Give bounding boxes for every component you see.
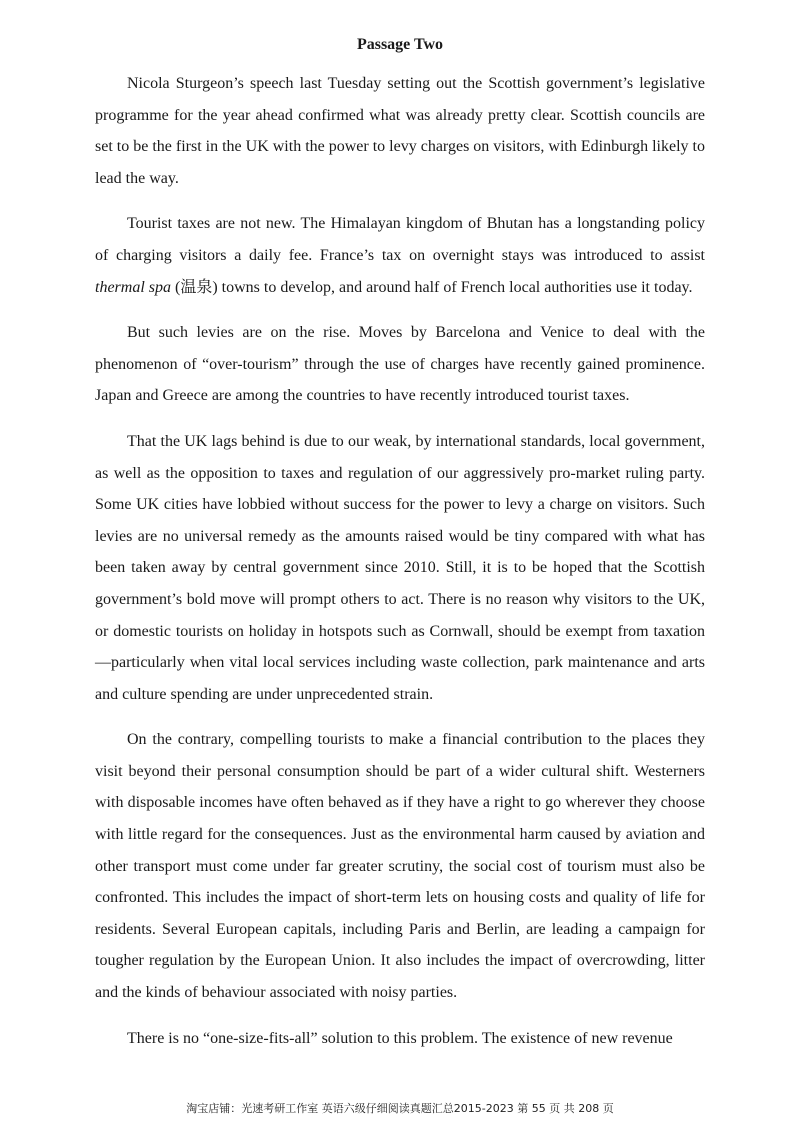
paragraph-1: Nicola Sturgeon’s speech last Tuesday setting out the Scottish government’s legislative programme for the year ahead confirmed what was already pretty clear. Scottish councils are set to be the first in the UK with the power to levy charges on visitors, with Edinburgh likely to lead the way. bbox=[95, 75, 705, 187]
paragraph-2-rest: (温泉) towns to develop, and around half of French local authorities use it today. bbox=[171, 278, 693, 296]
passage-body bbox=[95, 68, 705, 1068]
paragraph-3: But such levies are on the rise. Moves by Barcelona and Venice to deal with the phenomenon of “over-tourism” through the use of charges have recently gained prominence. Japan and Greece are among the countries to have recently introduced tourist taxes. bbox=[95, 324, 705, 405]
paragraph-6: There is no “one-size-fits-all” solution to this problem. The existence of new revenue bbox=[127, 1029, 673, 1047]
page-footer: 淘宝店铺：光速考研工作室 英语六级仔细阅读真题汇总2015-2023 第 55 页 共 208 页 bbox=[186, 1102, 614, 1115]
paragraph-2-text: Tourist taxes are not new. The Himalayan kingdom of Bhutan has a longstanding policy of charging visitors a daily fee. France’s tax on overnight stays was introduced to assist bbox=[95, 215, 705, 264]
paragraph-5: On the contrary, compelling tourists to make a financial contribution to the places they visit beyond their personal consumption should be part of a wider cultural shift. Westerners with disposable incomes have often behaved as if they have a right to go wherever they choose with little regard for the consequences. Just as the environmental harm caused by aviation and other transport must come under far greater scrutiny, the social cost of tourism must also be confronted. This includes the impact of short-term lets on housing costs and quality of life for residents. Several European capitals, including Paris and Berlin, are leading a campaign for tougher regulation by the European Union. It also includes the impact of overcrowding, litter and the kinds of behaviour associated with noisy parties. bbox=[95, 731, 705, 1002]
paragraph-2 bbox=[95, 208, 705, 303]
paragraph-4: That the UK lags behind is due to our weak, by international standards, local government, as well as the opposition to taxes and regulation of our aggressively pro-market ruling party. Some UK cities have lobbied without success for the power to levy a charge on visitors. Such levies are no universal remedy as the amounts raised would be tiny compared with what has been taken away by central government since 2010. Still, it is to be hoped that the Scottish government’s bold move will prompt others to act. There is no reason why visitors to the UK, or domestic tourists on holiday in hotspots such as Cornwall, should be exempt from taxation—particularly when vital local services including waste collection, park maintenance and arts and culture spending are under unprecedented strain. bbox=[95, 432, 705, 703]
passage-title: Passage Two bbox=[356, 36, 444, 53]
paragraph-2-italic-term: thermal spa bbox=[95, 278, 171, 296]
